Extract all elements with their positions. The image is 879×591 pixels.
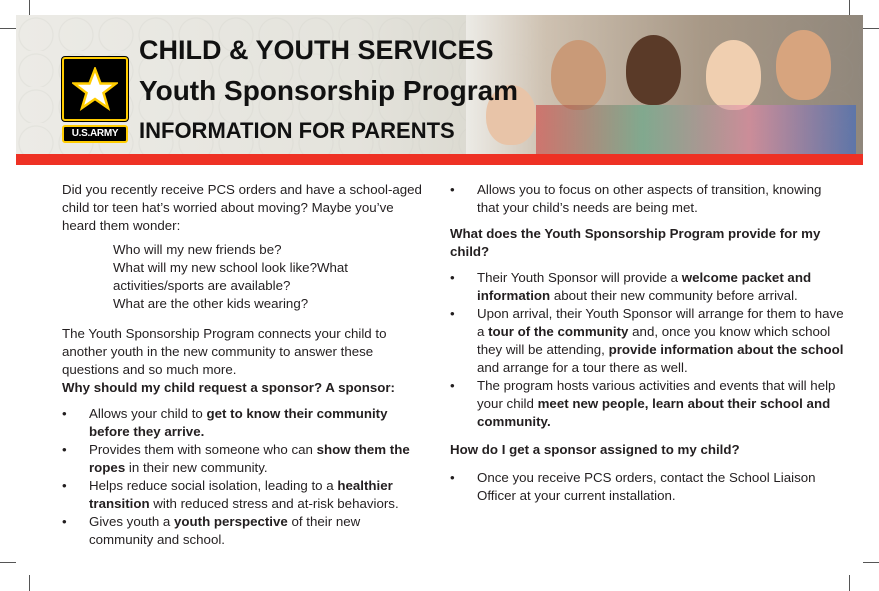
text: Allows your child to: [89, 406, 207, 421]
text: Their Youth Sponsor will provide a: [477, 270, 682, 285]
header-banner: [16, 15, 863, 165]
list-item: [62, 477, 427, 513]
banner-title-program: Youth Sponsorship Program: [139, 75, 519, 106]
provide-heading: What does the Youth Sponsorship Program provide for my child?: [450, 226, 821, 259]
assign-steps-list: [450, 469, 845, 505]
why-heading: Why should my child request a sponsor? A sponsor:: [62, 380, 395, 395]
crop-mark: [849, 0, 850, 16]
list-item: [450, 469, 845, 505]
text: The program hosts various activities and events that will help your child: [477, 378, 836, 411]
program-provides-list: [450, 269, 845, 431]
bold-text: healthier transition: [89, 478, 393, 511]
question-item: What will my new school look like?What activities/sports are available?: [113, 260, 348, 293]
question-list: [113, 241, 427, 313]
list-item: [62, 513, 427, 549]
list-item: [450, 269, 845, 305]
text: with reduced stress and at-risk behaviors.: [149, 496, 399, 511]
list-item: [450, 377, 845, 431]
left-column: [62, 181, 427, 549]
text: in their new community.: [125, 460, 268, 475]
question-item: What are the other kids wearing?: [113, 296, 309, 311]
crop-mark: [0, 28, 16, 29]
crop-mark: [863, 28, 879, 29]
text: Once you receive PCS orders, contact the School Liaison Officer at your current installation.: [477, 470, 816, 503]
bold-text: provide information about the school: [608, 342, 844, 357]
text: Provides them with someone who can: [89, 442, 317, 457]
list-item: [450, 181, 845, 217]
assign-heading: How do I get a sponsor assigned to my child?: [450, 442, 740, 457]
bold-text: get to know their community before they arrive.: [89, 406, 388, 439]
army-logo: [62, 57, 128, 147]
intro-paragraph: Did you recently receive PCS orders and have a school-aged child tor teen hat’s worried about moving? Maybe you’ve heard them wonder:: [62, 182, 422, 233]
bold-text: tour of the community: [488, 324, 629, 339]
red-accent-bar: [16, 154, 863, 165]
program-description: The Youth Sponsorship Program connects your child to another youth in the new community to answer these questions and so much more.: [62, 326, 387, 377]
bold-text: show them the ropes: [89, 442, 410, 475]
crop-mark: [849, 575, 850, 591]
text: Allows you to focus on other aspects of transition, knowing that your child’s needs are being met.: [477, 182, 822, 215]
sponsor-benefits-list: [62, 405, 427, 549]
list-item: [62, 405, 427, 441]
question-item: Who will my new friends be?: [113, 242, 282, 257]
bold-text: youth perspective: [174, 514, 288, 529]
list-item: [62, 441, 427, 477]
crop-mark: [29, 575, 30, 591]
parent-benefits-list: [450, 181, 845, 217]
list-item: [450, 305, 845, 377]
crop-mark: [863, 562, 879, 563]
star-icon: [72, 67, 118, 111]
bold-text: meet new people, learn about their school and community.: [477, 396, 831, 429]
text: and, once you know which school they will be attending,: [477, 324, 831, 357]
crop-mark: [29, 0, 30, 16]
banner-title-services: CHILD & YOUTH SERVICES: [139, 35, 494, 65]
banner-subtitle: INFORMATION FOR PARENTS: [139, 118, 455, 143]
text: Gives youth a: [89, 514, 174, 529]
children-photo: [466, 15, 863, 155]
crop-mark: [0, 562, 16, 563]
bold-text: welcome packet and information: [477, 270, 812, 303]
text: Helps reduce social isolation, leading to a: [89, 478, 338, 493]
text: and arrange for a tour there as well.: [477, 360, 688, 375]
right-column: [450, 181, 845, 505]
text: of their new community and school.: [89, 514, 361, 547]
army-logo-text: U.S.ARMY: [62, 125, 128, 143]
text: about their new community before arrival.: [550, 288, 798, 303]
text: Upon arrival, their Youth Sponsor will arrange for them to have a: [477, 306, 844, 339]
